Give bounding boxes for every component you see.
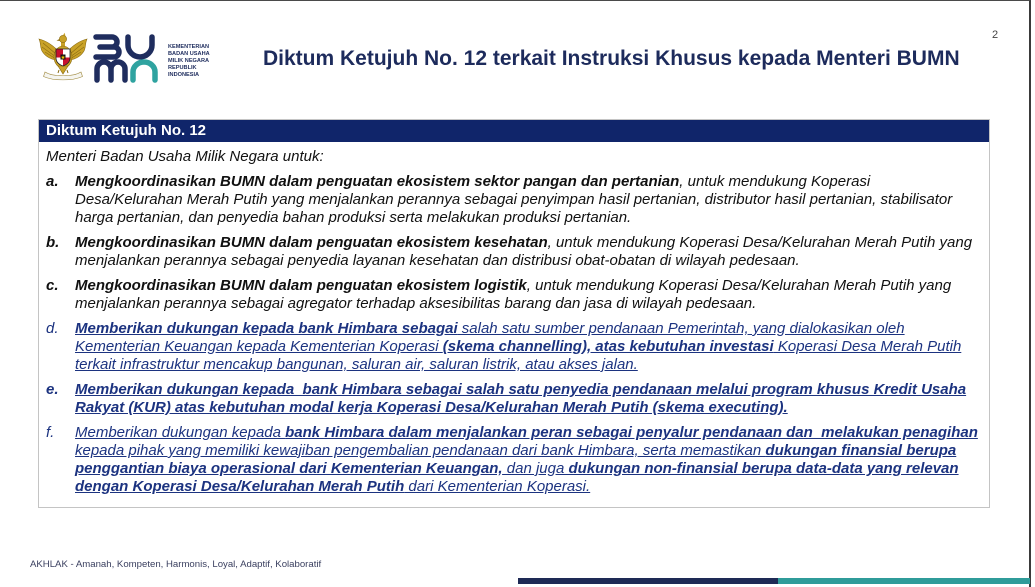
bold-text-run: Memberikan dukungan kepada bank Himbara sebagai [75, 320, 458, 337]
text-line [75, 234, 972, 252]
list-item [46, 381, 989, 417]
list-item [46, 424, 989, 496]
text-run: Kementerian Keuangan kepada Kementerian Koperasi [75, 338, 443, 355]
bold-text-run: Mengkoordinasikan BUMN dalam penguatan ekosistem sektor pangan dan pertanian [75, 173, 680, 190]
slide-title: Diktum Ketujuh No. 12 terkait Instruksi Khusus kepada Menteri BUMN [263, 47, 960, 70]
list-item-marker: b. [46, 234, 60, 251]
list-item-text [75, 320, 961, 374]
text-run: Memberikan dukungan kepada [75, 424, 286, 441]
text-run: Koperasi Desa Merah Putih [773, 338, 962, 355]
bold-text-run: penggantian biaya operasional dari Kementerian Keuangan, [75, 460, 503, 477]
instruction-list [46, 173, 989, 496]
text-line [75, 277, 951, 295]
bold-text-run: dukungan finansial berupa [765, 442, 957, 459]
panel-body [39, 142, 989, 496]
text-line [75, 442, 978, 460]
list-item-marker: d. [46, 320, 59, 337]
list-item [46, 173, 989, 227]
bold-text-run: Mengkoordinasikan BUMN dalam penguatan ekosistem kesehatan [75, 234, 548, 251]
bumn-logo [92, 33, 162, 83]
text-line [75, 191, 952, 209]
list-item-marker: a. [46, 173, 59, 190]
text-line [75, 424, 978, 442]
emblem-head [59, 35, 66, 42]
text-run: salah satu sumber pendanaan Pemerintah, yang dialokasikan oleh [457, 320, 905, 337]
text-run: , untuk mendukung Koperasi [679, 173, 871, 190]
list-item-text [75, 381, 966, 417]
footer-bar-dark [518, 578, 778, 584]
text-line [75, 399, 966, 417]
logo-letter-n [133, 62, 155, 80]
list-item-marker: e. [46, 381, 59, 398]
text-run: dan juga [502, 460, 569, 477]
ministry-line: MILIK NEGARA [168, 58, 210, 64]
ministry-line: REPUBLIK [168, 65, 197, 71]
footer-values: AKHLAK - Amanah, Kompeten, Harmonis, Loyal, Adaptif, Kolaboratif [30, 559, 322, 570]
list-item-text [75, 277, 951, 313]
text-line [75, 252, 972, 270]
logo-letter-u [128, 37, 152, 57]
text-run: kepada pihak yang memiliki kewajiban pengembalian pendanaan dari bank Himbara, serta memastikan [75, 442, 766, 459]
text-run: menjalankan perannya sebagai agregator terhadap aksesibilitas barang dan jasa di wilayah pedesaan. [75, 295, 757, 312]
text-line [75, 356, 961, 374]
bold-text-run: Rakyat (KUR) atas kebutuhan modal kerja Koperasi Desa/Kelurahan Merah Putih (skema executing). [75, 399, 788, 416]
text-line [75, 295, 951, 313]
logo-letter-m [97, 62, 125, 80]
logo-letter-b [96, 37, 119, 57]
list-item-text [75, 424, 978, 496]
bold-text-run: Memberikan dukungan kepada bank Himbara sebagai salah satu penyedia pendanaan melalui program khusus Kredit Usaha [75, 381, 967, 398]
text-run: menjalankan perannya sebagai penyedia layanan kesehatan dan distribusi obat-obatan di wilayah pedesaan. [75, 252, 800, 269]
garuda-emblem-icon [37, 32, 89, 82]
text-run: dari Kementerian Koperasi. [404, 478, 591, 495]
footer-bar-teal [778, 578, 1030, 584]
list-item-text [75, 234, 972, 270]
text-run: , untuk mendukung Koperasi Desa/Kelurahan Merah Putih yang [547, 234, 973, 251]
list-item-marker: c. [46, 277, 59, 294]
list-item [46, 277, 989, 313]
page-number: 2 [992, 29, 999, 41]
text-run: terkait infrastruktur mencakup bangunan, saluran air, saluran listrik, atau akses jalan. [75, 356, 638, 373]
list-item-text [75, 173, 952, 227]
text-line [75, 460, 978, 478]
text-run: , untuk mendukung Koperasi Desa/Kelurahan Merah Putih yang [526, 277, 952, 294]
list-item [46, 234, 989, 270]
ministry-line: INDONESIA [168, 72, 200, 78]
ministry-line: BADAN USAHA [168, 51, 210, 57]
text-line [75, 173, 952, 191]
panel-header: Diktum Ketujuh No. 12 [39, 120, 989, 142]
bold-text-run: (skema channelling), atas kebutuhan investasi [442, 338, 774, 355]
text-line [75, 209, 952, 227]
list-item [46, 320, 989, 374]
text-run: harga pertanian, dan penyedia bahan produksi serta melakukan produksi pertanian. [75, 209, 632, 226]
instruction-panel [38, 119, 990, 508]
panel-intro: Menteri Badan Usaha Milik Negara untuk: [46, 148, 324, 165]
bold-text-run: Mengkoordinasikan BUMN dalam penguatan ekosistem logistik [75, 277, 527, 294]
text-run: Desa/Kelurahan Merah Putih yang menjalankan perannya sebagai penyimpan hasil pertanian, distributor hasil pertanian, stabilisator [75, 191, 953, 208]
text-line [75, 320, 961, 338]
ministry-line: KEMENTERIAN [168, 44, 210, 50]
list-item-marker: f. [46, 424, 55, 441]
ministry-name [168, 44, 210, 79]
text-line [75, 478, 978, 496]
bold-text-run: bank Himbara dalam menjalankan peran sebagai penyalur pendanaan dan melakukan penagihan [285, 424, 978, 441]
bold-text-run: dukungan non-finansial berupa data-data yang relevan [568, 460, 959, 477]
bold-text-run: dengan Koperasi Desa/Kelurahan Merah Putih [75, 478, 405, 495]
text-line [75, 381, 966, 399]
text-line [75, 338, 961, 356]
